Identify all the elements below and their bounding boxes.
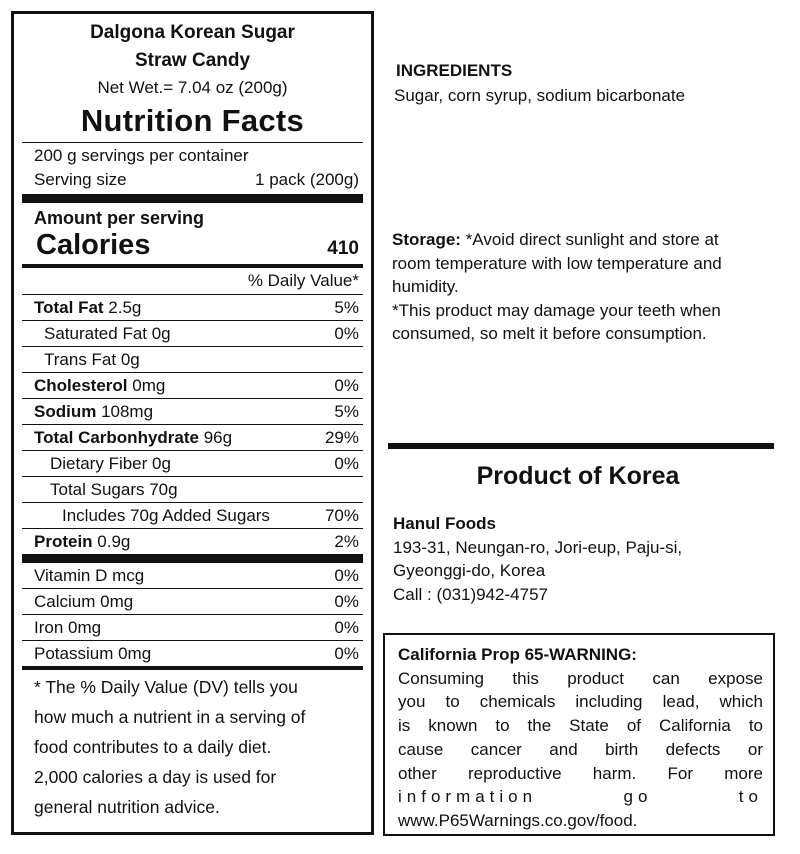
nutrient-row: Includes 70g Added Sugars 70% — [22, 502, 363, 528]
product-name-line2: Straw Candy — [134, 50, 251, 71]
teeth-warning: *This product may damage your teeth when consumed, so melt it before consumption. — [392, 300, 721, 343]
warning-url: www.P65Warnings.co.gov/food. — [398, 810, 638, 830]
nutrient-row: Potassium 0mg 0% — [22, 640, 363, 666]
calories-row — [14, 229, 371, 262]
warning-line: information go to — [398, 787, 763, 807]
nutrient-row: Trans Fat 0g — [22, 346, 363, 372]
nutrient-list — [14, 294, 371, 666]
net-weight: Net Wet.= 7.04 oz (200g) — [97, 78, 288, 97]
daily-value-footnote: * The % Daily Value (DV) tells you how much a nutrient in a serving of food contributes to a daily diet. 2,000 calories a day is used for general nutrition advice. — [34, 677, 306, 817]
section-divider — [388, 443, 774, 449]
storage-label: Storage: — [392, 230, 461, 249]
nutrient-row: Saturated Fat 0g 0% — [22, 320, 363, 346]
company-name: Hanul Foods — [393, 514, 496, 533]
nutrient-row: Dietary Fiber 0g 0% — [22, 450, 363, 476]
prop65-warning-box — [383, 633, 775, 836]
servings-per-container — [14, 144, 371, 168]
serving-size-row — [14, 168, 371, 192]
calories-value: 410 — [327, 238, 359, 259]
serving-size-label: Serving size — [34, 170, 127, 189]
calories-label: Calories — [36, 229, 151, 261]
warning-line: cause cancer and birth defects or — [398, 739, 763, 759]
nutrient-row: Total Carbonhydrate 96g 29% — [22, 424, 363, 450]
thick-divider — [22, 194, 363, 203]
company-phone: Call : (031)942-4757 — [393, 584, 548, 604]
amount-per-serving: Amount per serving — [34, 208, 205, 228]
nutrient-row: Sodium 108mg 5% — [22, 398, 363, 424]
storage-section — [392, 228, 752, 346]
serving-size-value: 1 pack (200g) — [255, 170, 359, 189]
nutrient-row: Total Sugars 70g — [22, 476, 363, 502]
servings-text: 200 g servings per container — [34, 146, 249, 165]
company-address1: 193-31, Neungan-ro, Jori-eup, Paju-si, — [393, 537, 683, 557]
warning-line: you to chemicals including lead, which — [398, 692, 763, 712]
product-name-line1: Dalgona Korean Sugar — [90, 22, 295, 43]
warning-line: Consuming this product can expose — [398, 668, 763, 688]
daily-value-header: % Daily Value* — [247, 271, 359, 290]
thick-divider — [22, 554, 363, 563]
product-origin: Product of Korea — [476, 462, 680, 490]
nutrient-row: Iron 0mg 0% — [22, 614, 363, 640]
divider — [22, 142, 363, 143]
nutrient-row: Vitamin D mcg 0% — [34, 565, 359, 585]
nutrient-row: Calcium 0mg 0% — [22, 588, 363, 614]
storage-text: *Avoid direct sunlight and store at room temperature with low temperature and humidity. — [392, 230, 722, 296]
nutrition-facts-title: Nutrition Facts — [80, 103, 305, 138]
warning-line: is known to the State of California to — [398, 716, 763, 736]
nutrient-row: Cholesterol 0mg 0% — [22, 372, 363, 398]
company-address2: Gyeonggi-do, Korea — [393, 561, 546, 580]
warning-line: other reproductive harm. For more — [398, 763, 763, 783]
warning-title: California Prop 65-WARNING: — [398, 645, 637, 664]
ingredients-heading: INGREDIENTS — [396, 61, 513, 80]
nutrient-row: Total Fat 2.5g 5% — [22, 294, 363, 320]
nutrition-facts-panel — [11, 11, 374, 835]
ingredients-text: Sugar, corn syrup, sodium bicarbonate — [394, 86, 686, 105]
company-info — [393, 512, 682, 606]
nutrient-row: Protein 0.9g 2% — [22, 528, 363, 554]
